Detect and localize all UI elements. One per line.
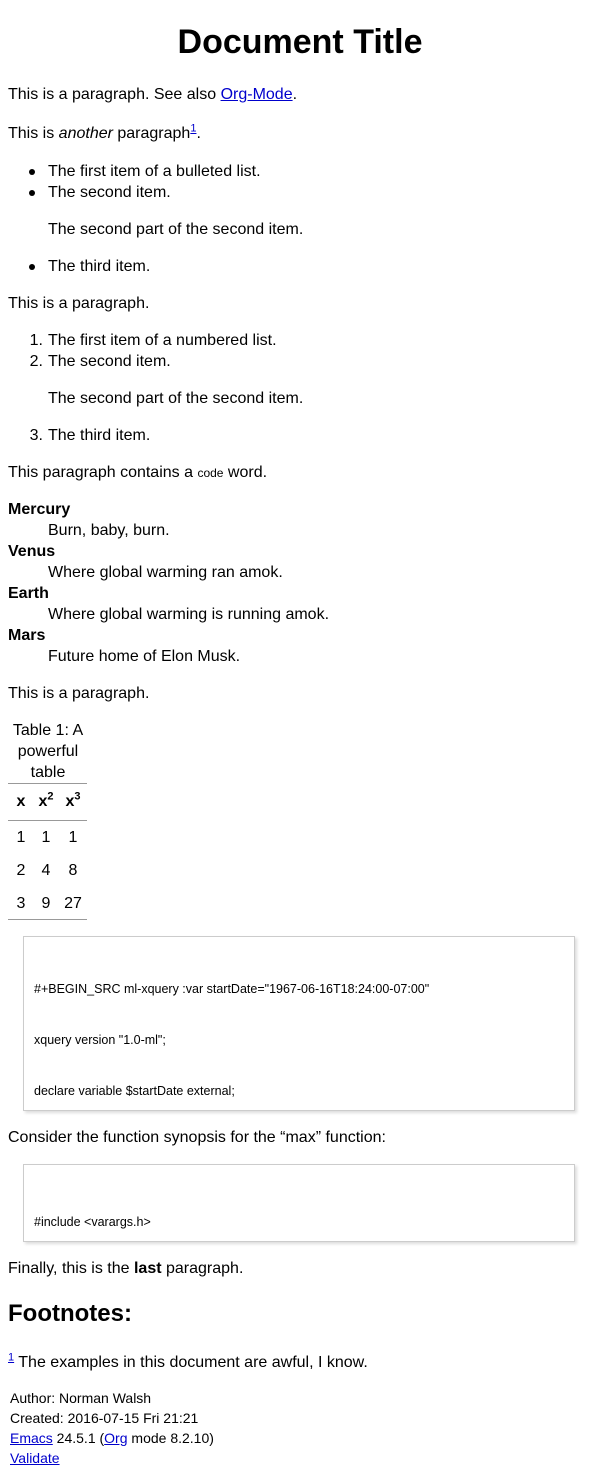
table-caption [8,720,88,783]
paragraph-4 [8,462,267,484]
paragraph-3: This is a paragraph. [8,295,150,312]
deflist-term-mars: Mars [8,627,46,644]
numbered-marker-1: 1. [29,332,43,349]
author: Author: Norman Walsh [10,1390,152,1406]
table-header-x: x [16,793,26,810]
numbered-item-2-continuation: The second part of the second item. [48,390,304,407]
footnotes-heading: Footnotes: [8,1300,132,1327]
code-block-xquery [23,936,575,1111]
document-title: Document Title [177,23,423,61]
table-header-x2: $x^2$ [38,790,54,810]
deflist-def-mercury: Burn, baby, burn. [48,522,170,539]
emacs-version: 24.5.1 ( [52,1430,105,1446]
creator [10,1428,214,1448]
paragraph-1-text: This is a paragraph. See also [8,86,221,103]
emphasis: another [58,125,113,142]
paragraph-2-after: paragraph [112,125,191,142]
org-mode-link[interactable]: Org-Mode [220,86,293,103]
table-row [8,893,88,914]
paragraph-7-before: Finally, this is the [8,1260,134,1277]
table-cell: 1 [68,829,78,846]
footnote-backref-link[interactable]: 1 [8,1351,15,1364]
table-caption-line-2: powerful [17,743,79,760]
code-line: #+BEGIN_SRC ml-xquery :var startDate="1967-06-16T18:24:00-07:00" [34,982,430,996]
footnote-ref-link[interactable]: 1 [190,122,197,135]
table-cell: 8 [68,862,78,879]
table-cell: 1 [41,829,51,846]
created-date: Created: 2016-07-15 Fri 21:21 [10,1410,199,1426]
deflist-term-mercury: Mercury [8,501,71,518]
table-row [8,827,88,848]
table-cell: 2 [16,862,26,879]
numbered-marker-3: 3. [29,427,43,444]
code-line: xquery version "1.0-ml"; [34,1033,166,1047]
bullet-item-2: The second item. [48,184,171,201]
table-top-rule [8,783,87,784]
paragraph-5: This is a paragraph. [8,685,150,702]
table-header-rule [8,820,87,821]
table-cell: 9 [41,895,51,912]
numbered-item-1-text: The first item of a numbered list. [48,332,277,349]
paragraph-2-before: This is [8,125,59,142]
paragraph-4-before: This paragraph contains a [8,464,198,481]
paragraph-2 [8,123,201,144]
postamble [10,1388,214,1468]
table-cell: 4 [41,862,51,879]
table-caption-line-3: table [30,764,66,781]
code-line: #include <varargs.h> [34,1215,151,1229]
org-version: mode 8.2.10) [127,1430,214,1446]
org-link[interactable]: Org [104,1430,128,1446]
table-cell: 3 [16,895,26,912]
bullet-item-3: The third item. [48,258,151,275]
paragraph-7 [8,1258,243,1279]
footnote-1 [8,1352,368,1373]
paragraph-1 [8,84,297,105]
table-cell: 1 [16,829,26,846]
table-header-row [8,791,88,812]
bullet-item-2-continuation: The second part of the second item. [48,221,304,238]
numbered-item-3 [29,425,151,446]
table-cell: 27 [64,895,82,912]
powerful-table [8,720,88,912]
emacs-link[interactable]: Emacs [10,1430,53,1446]
deflist-term-venus: Venus [8,543,56,560]
bold-word: last [133,1260,162,1277]
table-row [8,860,88,881]
deflist-def-earth: Where global warming is running amok. [48,606,330,623]
bullet-item-1: The first item of a bulleted list. [48,163,261,180]
table-header-x3: $x^3$ [65,790,81,810]
footnote-1-text: The examples in this document are awful, I know. [14,1354,368,1371]
numbered-marker-2: 2. [29,353,43,370]
numbered-item-3-text: The third item. [48,427,151,444]
table-caption-line-1: Table 1: A [12,722,84,739]
paragraph-2-end: . [196,125,201,142]
inline-code: code [197,466,224,480]
code-block-c [23,1164,575,1242]
paragraph-7-after: paragraph. [161,1260,244,1277]
deflist-def-mars: Future home of Elon Musk. [48,648,241,665]
paragraph-4-after: word. [223,464,268,481]
numbered-item-2 [29,351,171,372]
table-bottom-rule [8,919,87,920]
paragraph-6: Consider the function synopsis for the “max” function: [8,1129,386,1146]
deflist-term-earth: Earth [8,585,49,602]
numbered-item-2-text: The second item. [48,353,171,370]
code-line: declare variable $startDate external; [34,1084,235,1098]
numbered-item-1 [29,330,277,351]
paragraph-1-end: . [292,86,298,103]
deflist-def-venus: Where global warming ran amok. [48,564,283,581]
validate-link[interactable]: Validate [10,1450,60,1466]
